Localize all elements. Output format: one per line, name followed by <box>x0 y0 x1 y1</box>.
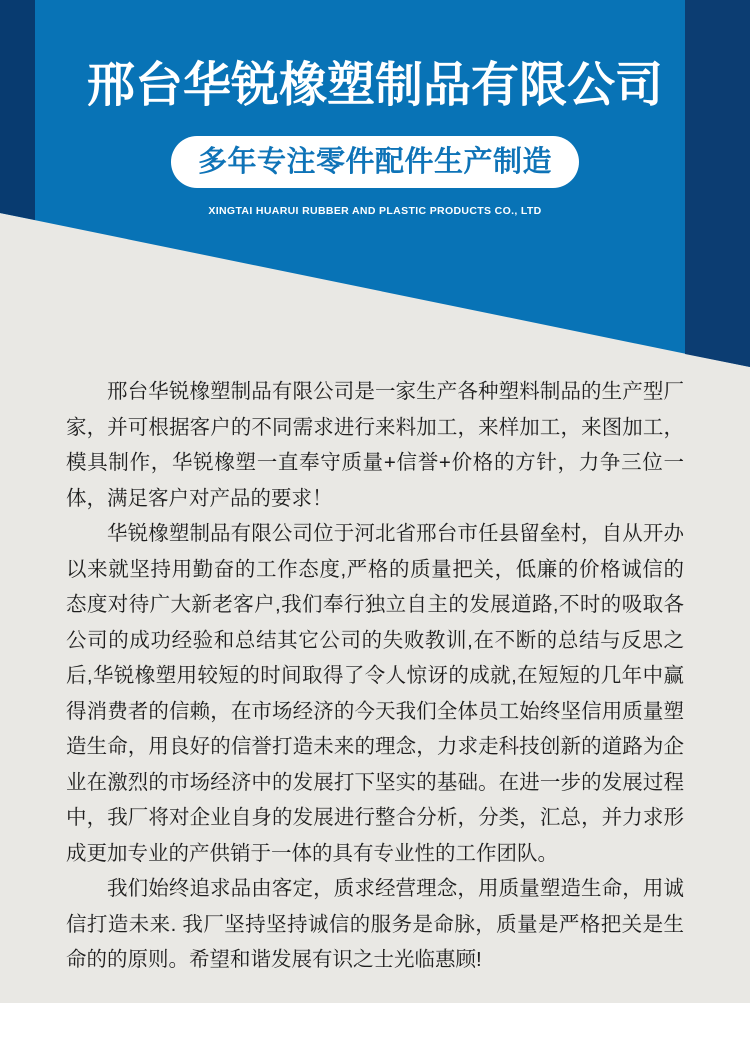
intro-paragraph-1: 邢台华锐橡塑制品有限公司是一家生产各种塑料制品的生产型厂家，并可根据客户的不同需求进行来料加工，来样加工，来图加工，模具制作，华锐橡塑一直奉守质量+信誉+价格的方针，力争三位一体，满足客户对产品的要求！ <box>66 380 684 510</box>
company-title: 邢台华锐橡塑制品有限公司 <box>86 59 663 112</box>
header-navy-band-right <box>685 0 750 367</box>
subtitle-pill: 多年专注零件配件生产制造 <box>171 136 579 188</box>
header-banner <box>0 0 750 368</box>
intro-paragraph-2: 华锐橡塑制品有限公司位于河北省邢台市任县留垒村，自从开办以来就坚持用勤奋的工作态度,严格的质量把关，低廉的价格诚信的态度对待广大新老客户,我们奉行独立自主的发展道路,不时的吸取各公司的成功经验和总结其它公司的失败教训,在不断的总结与反思之后,华锐橡塑用较短的时间取得了令人惊讶的成就,在短短的几年中赢得消费者的信赖，在市场经济的今天我们全体员工始终坚信用质量塑造生命，用良好的信誉打造未来的理念，力求走科技创新的道路为企业在激烈的市场经济中的发展打下坚实的基础。在进一步的发展过程中，我厂将对企业自身的发展进行整合分析，分类，汇总，并力求形成更加专业的产供销于一体的具有专业性的工作团队。 <box>66 522 684 865</box>
company-name-english: XINGTAI HUARUI RUBBER AND PLASTIC PRODUCTS CO., LTD <box>208 205 542 217</box>
company-intro <box>66 374 684 978</box>
intro-paragraph-3: 我们始终追求品由客定，质求经营理念，用质量塑造生命，用诚信打造未来. 我厂坚持坚持诚信的服务是命脉，质量是严格把关是生命的的原则。希望和谐发展有识之士光临惠顾! <box>66 877 684 971</box>
